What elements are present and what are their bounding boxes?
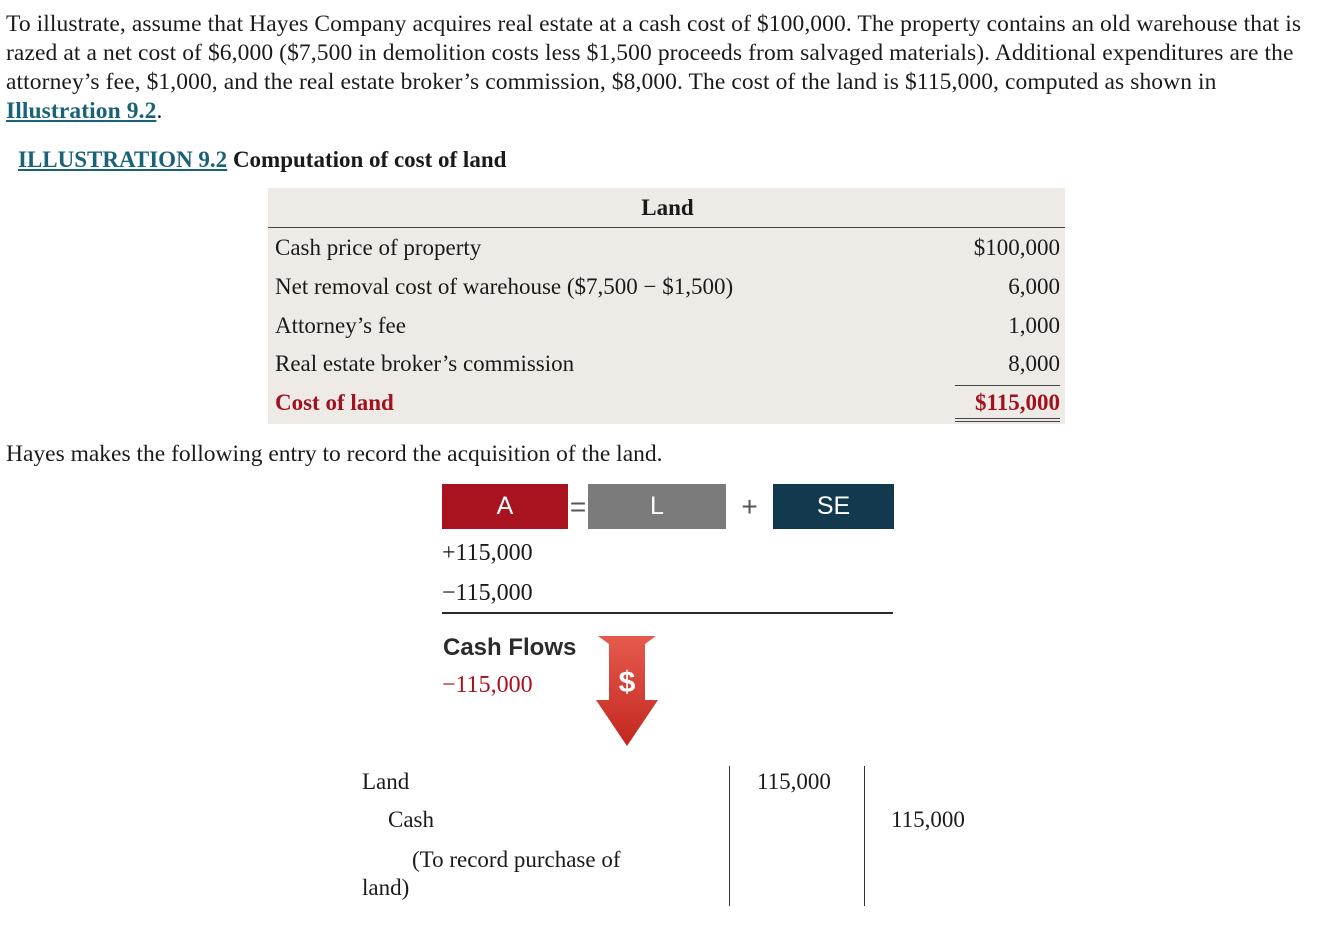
illustration-title: Computation of cost of land bbox=[232, 147, 507, 172]
equity-box: SE bbox=[773, 484, 894, 529]
table-row bbox=[268, 267, 1065, 306]
debit-amount: 115,000 bbox=[757, 769, 831, 794]
illustration-number-link[interactable]: ILLUSTRATION 9.2 bbox=[18, 147, 228, 172]
credit-amount: 115,000 bbox=[891, 807, 965, 832]
credit-column-line bbox=[864, 766, 865, 906]
total-row bbox=[268, 383, 1065, 422]
accounting-equation bbox=[442, 484, 894, 529]
table-header: Land bbox=[268, 188, 1065, 228]
total-double-underline bbox=[955, 418, 1060, 422]
assets-decrease-value: −115,000 bbox=[442, 580, 533, 606]
total-label: Cost of land bbox=[275, 390, 394, 415]
debit-account: Land bbox=[362, 769, 410, 794]
cash-flows-value: −115,000 bbox=[442, 672, 533, 698]
row-amount: $100,000 bbox=[973, 235, 1060, 260]
journal-entry bbox=[0, 760, 1334, 910]
debit-column-line bbox=[729, 766, 730, 906]
row-label: Cash price of property bbox=[275, 235, 482, 260]
equals-sign: = bbox=[569, 491, 587, 522]
cash-outflow-arrow-icon bbox=[595, 634, 659, 748]
row-label: Real estate broker’s commission bbox=[275, 351, 575, 376]
assets-box: A bbox=[442, 484, 568, 529]
intro-paragraph bbox=[6, 10, 1326, 126]
row-label: Attorney’s fee bbox=[275, 313, 406, 338]
entry-explanation: (To record purchase of land) bbox=[362, 847, 621, 900]
intro-text-end: . bbox=[156, 98, 163, 124]
total-amount: $115,000 bbox=[975, 390, 1060, 415]
illustration-heading bbox=[18, 145, 506, 175]
table-row bbox=[268, 228, 1065, 267]
entry-intro-text: Hayes makes the following entry to record the acquisition of the land. bbox=[6, 441, 663, 467]
illustration-link[interactable]: Illustration 9.2 bbox=[6, 98, 157, 124]
row-amount: 8,000 bbox=[1008, 351, 1060, 376]
liabilities-box: L bbox=[588, 484, 726, 529]
intro-text: To illustrate, assume that Hayes Company acquires real estate at a cash cost of $100,000. The property contains an old warehouse that is razed at a net cost of $6,000 ($7,500 in demolition costs less $1,500 proceeds from salvaged materials). Additional expenditures are the attorney’s fee, $1,000, and the real estate broker’s commission, $8,000. The cost of the land is $115,000, computed as shown in bbox=[6, 11, 1302, 95]
row-label: Net removal cost of warehouse ($7,500 − $1,500) bbox=[275, 274, 734, 299]
assets-increase-value: +115,000 bbox=[442, 540, 533, 566]
table-row bbox=[268, 306, 1065, 345]
dollar-symbol: $ bbox=[618, 666, 636, 699]
row-amount: 1,000 bbox=[1008, 313, 1060, 338]
row-amount: 6,000 bbox=[1008, 274, 1060, 299]
plus-sign: + bbox=[741, 491, 758, 522]
cost-of-land-table bbox=[268, 188, 1065, 424]
cash-flows-label: Cash Flows bbox=[443, 634, 577, 661]
credit-account: Cash bbox=[388, 807, 434, 832]
equation-divider bbox=[442, 612, 893, 614]
table-row bbox=[268, 344, 1065, 383]
